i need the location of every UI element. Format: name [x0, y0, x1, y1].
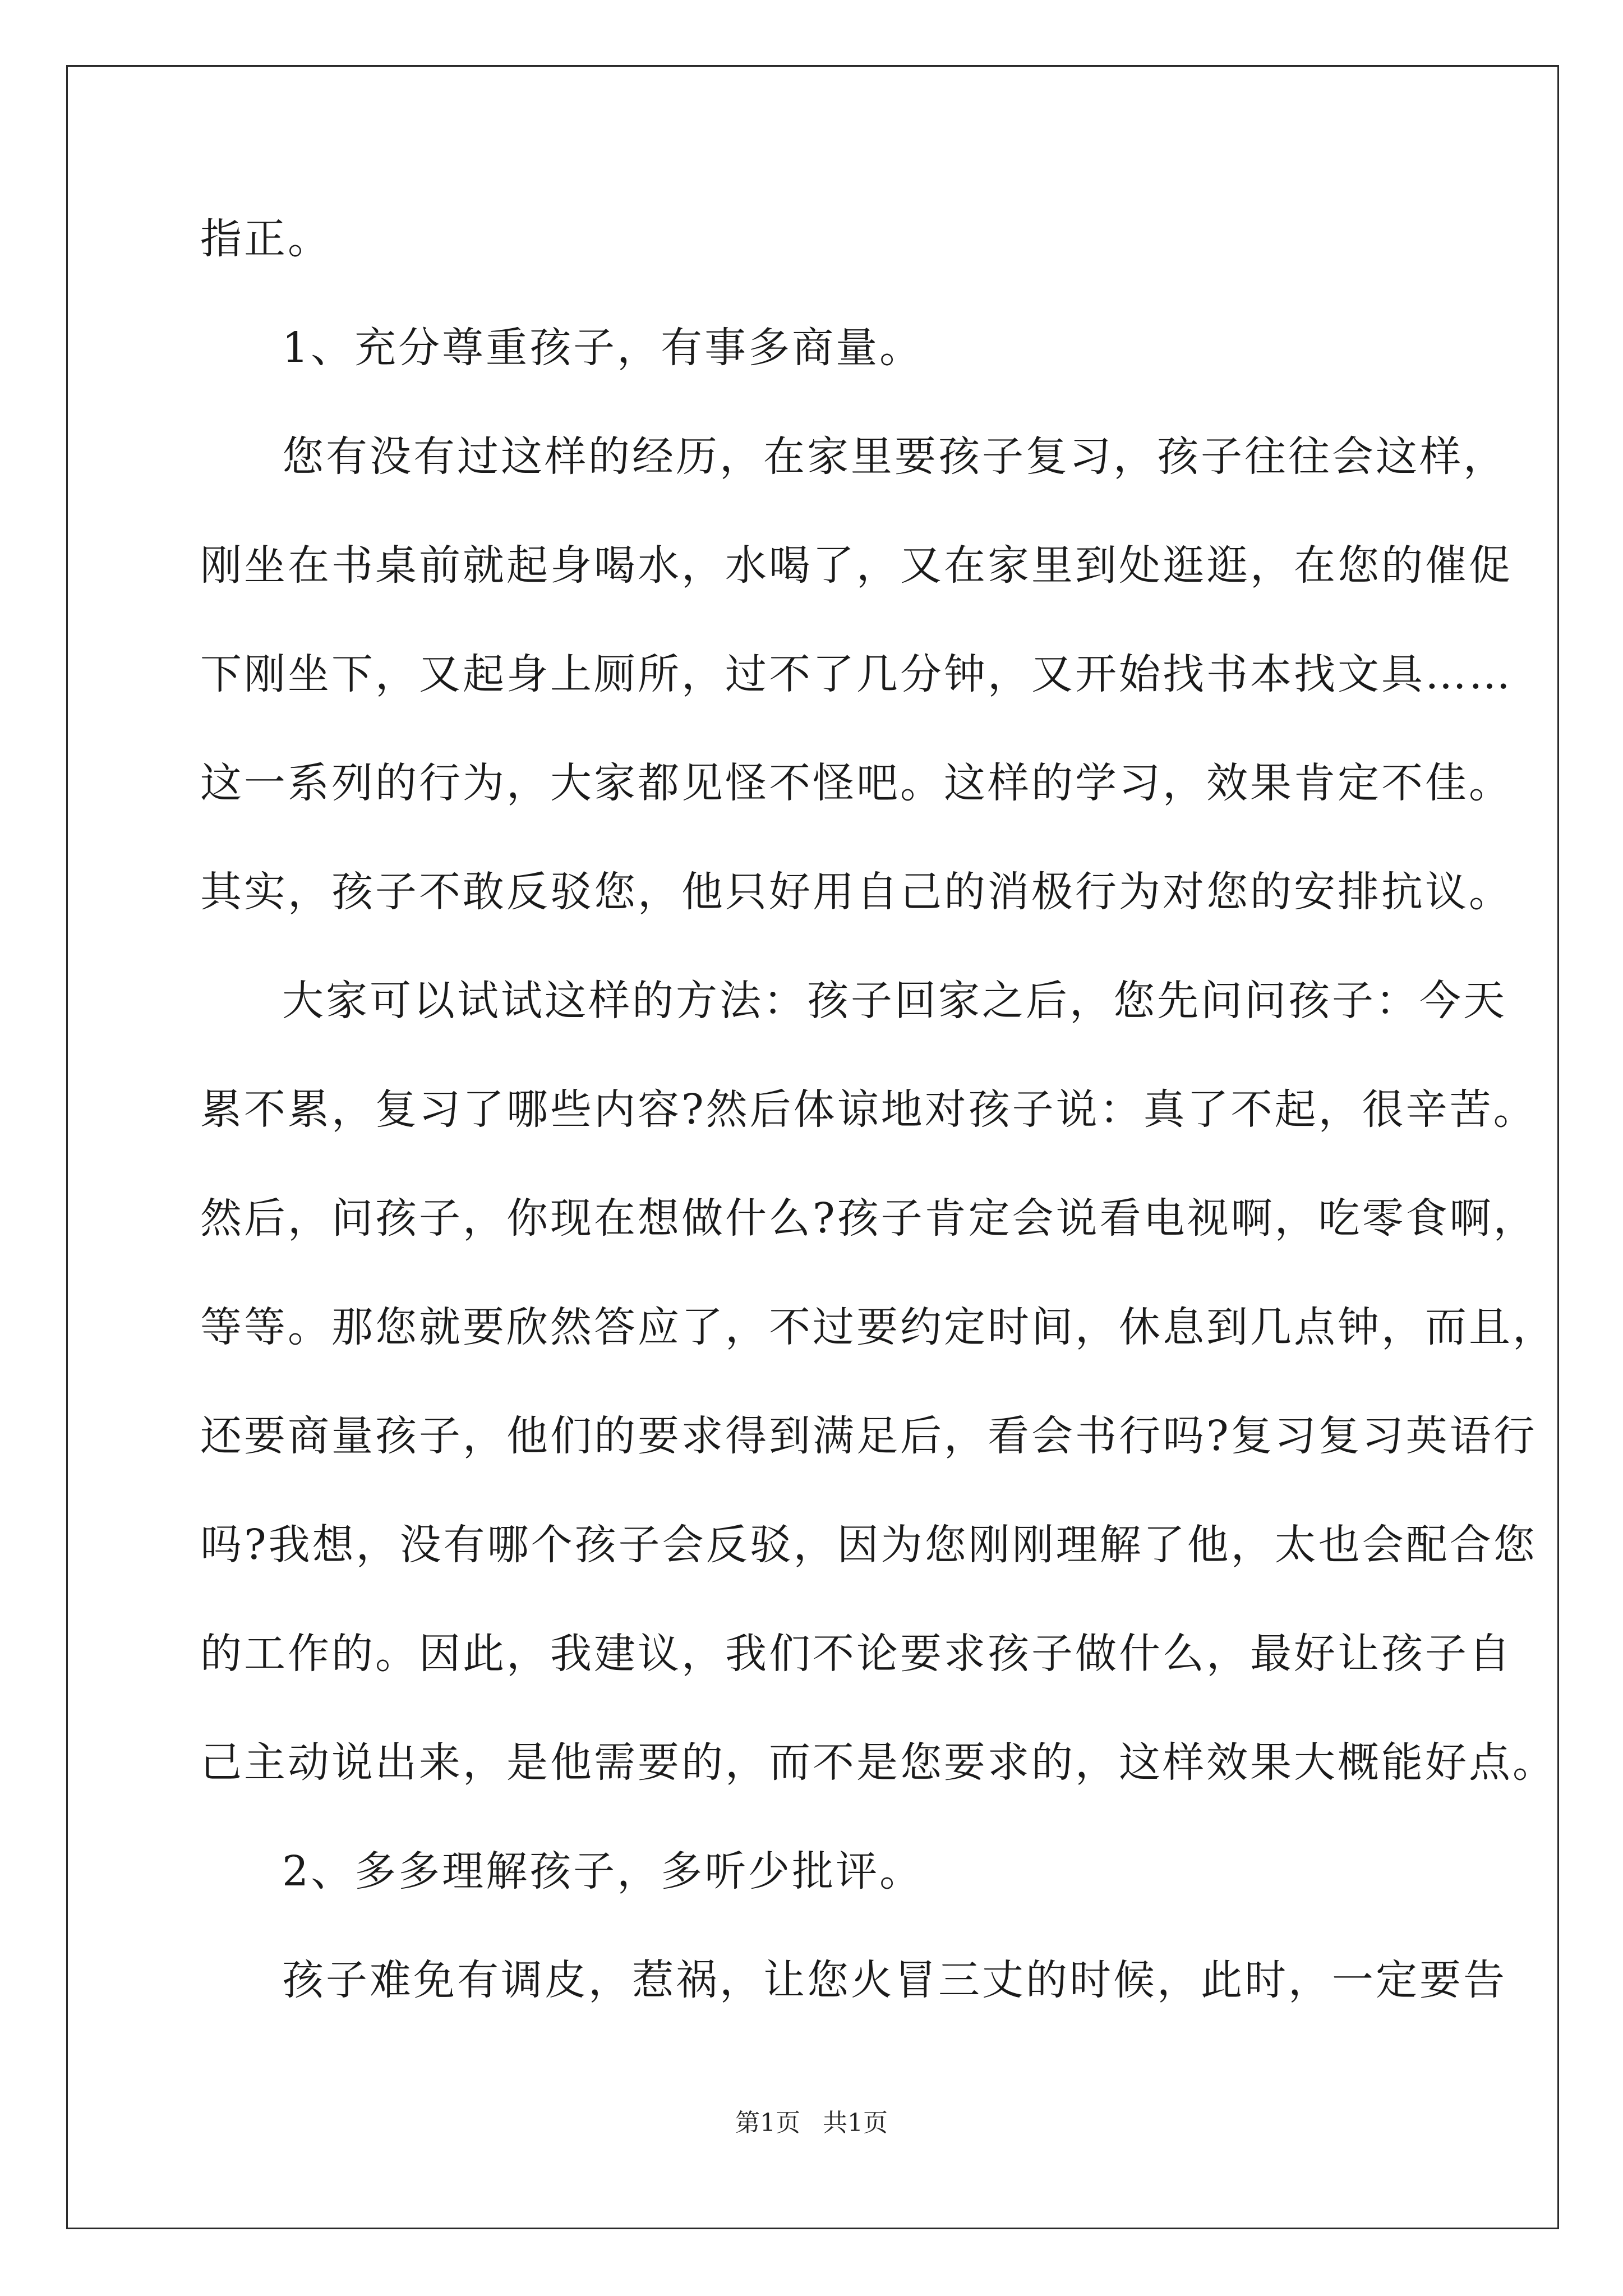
text-line: 大家可以试试这样的方法：孩子回家之后，您先问问孩子：今天 — [282, 977, 1507, 1025]
text-line: 指正。 — [200, 215, 331, 263]
text-line: 其实，孩子不敢反驳您，他只好用自己的消极行为对您的安排抗议。 — [200, 868, 1513, 916]
section-heading: 1、充分尊重孩子，有事多商量。 — [282, 324, 924, 372]
text-line: 还要商量孩子，他们的要求得到满足后，看会书行吗?复习复习英语行 — [200, 1412, 1537, 1460]
text-line: 然后，问孩子，你现在想做什么?孩子肯定会说看电视啊，吃零食啊， — [200, 1194, 1537, 1243]
page-footer — [0, 2106, 1623, 2140]
text-line: 吗?我想，没有哪个孩子会反驳，因为您刚刚理解了他，太也会配合您 — [200, 1521, 1537, 1569]
text-line: 等等。那您就要欣然答应了，不过要约定时间，休息到几点钟，而且， — [200, 1303, 1556, 1351]
text-line: 孩子难免有调皮，惹祸，让您火冒三丈的时候，此时，一定要告 — [282, 1956, 1507, 2004]
text-line: 刚坐在书桌前就起身喝水，水喝了，又在家里到处逛逛，在您的催促 — [200, 541, 1513, 590]
text-line: 您有没有过这样的经历，在家里要孩子复习，孩子往往会这样， — [282, 432, 1507, 481]
page-number-current: 第1页 — [735, 2109, 800, 2137]
page-border — [66, 65, 1559, 2229]
text-line: 下刚坐下，又起身上厕所，过不了几分钟，又开始找书本找文具…… — [200, 650, 1513, 698]
text-line: 累不累，复习了哪些内容?然后体谅地对孩子说：真了不起，很辛苦。 — [200, 1085, 1537, 1134]
section-heading: 2、多多理解孩子，多听少批评。 — [282, 1847, 924, 1895]
text-line: 己主动说出来，是他需要的，而不是您要求的，这样效果大概能好点。 — [200, 1738, 1556, 1787]
page-number-total: 共1页 — [823, 2109, 888, 2137]
text-line: 的工作的。因此，我建议，我们不论要求孩子做什么，最好让孩子自 — [200, 1630, 1513, 1678]
text-line: 这一系列的行为，大家都见怪不怪吧。这样的学习，效果肯定不佳。 — [200, 759, 1513, 807]
